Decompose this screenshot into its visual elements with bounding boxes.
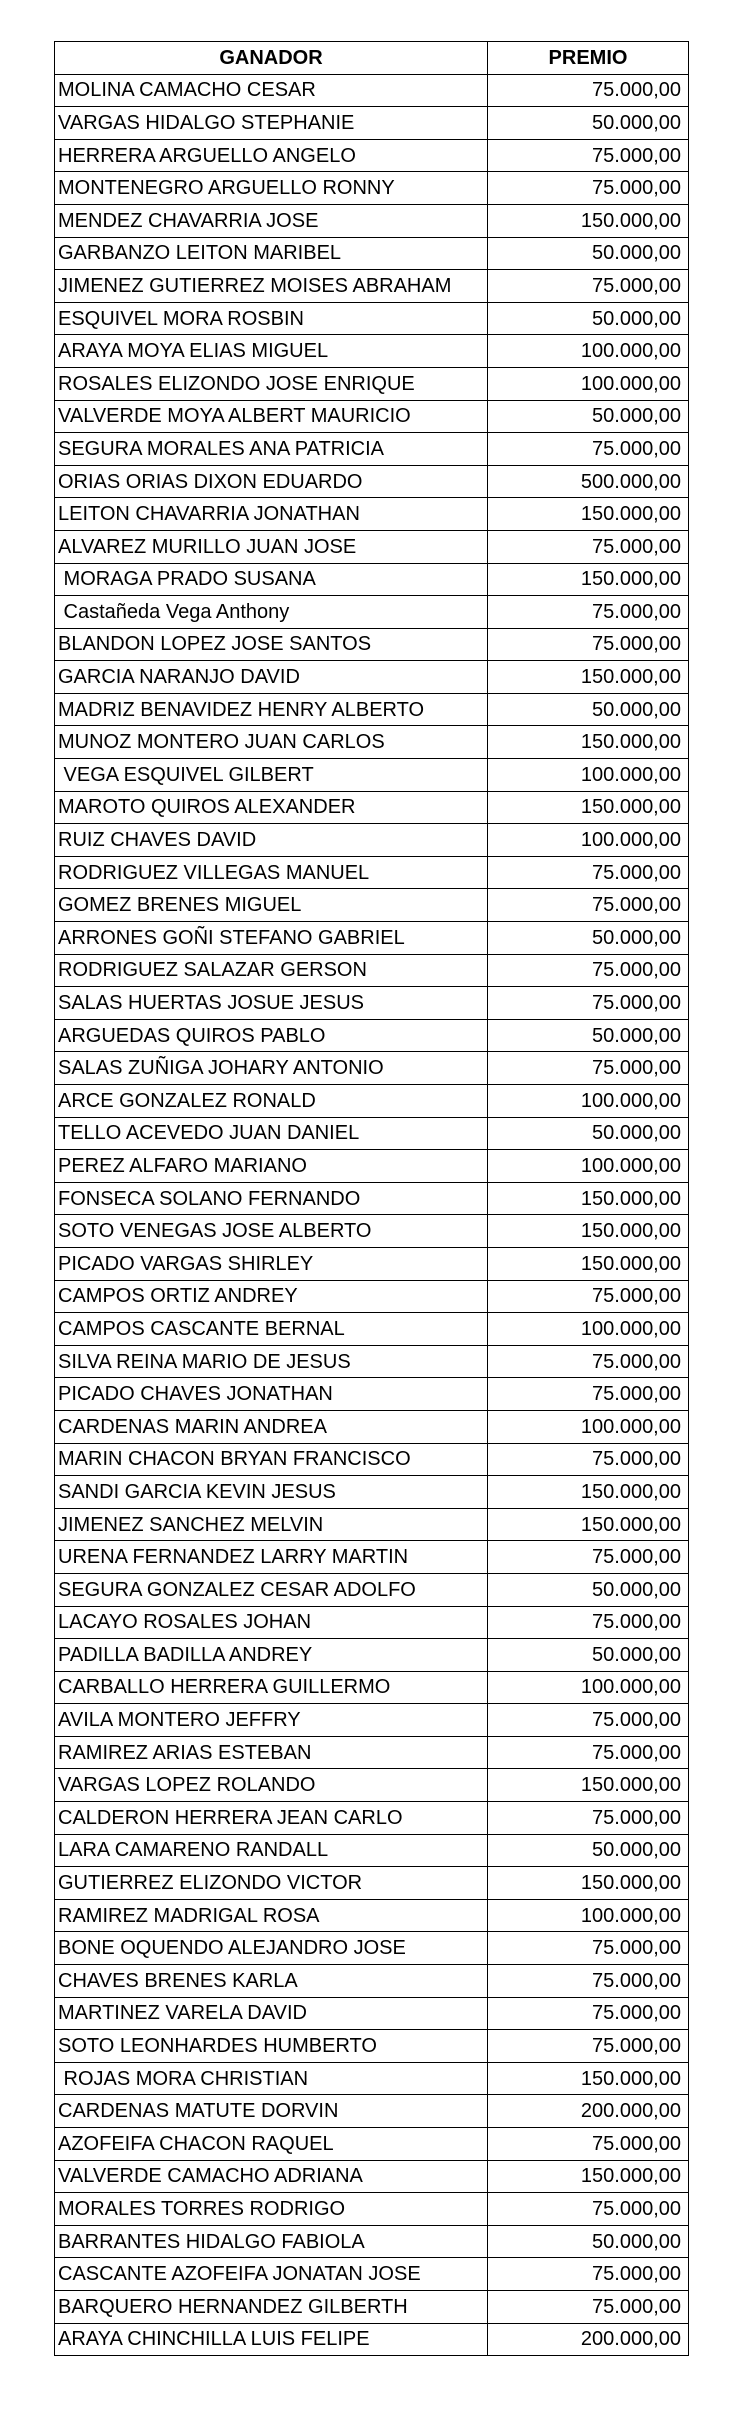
winner-name-cell: CARBALLO HERRERA GUILLERMO	[55, 1671, 488, 1704]
prize-amount-cell: 75.000,00	[488, 2290, 689, 2323]
prize-amount-cell: 75.000,00	[488, 1704, 689, 1737]
table-row	[55, 1280, 689, 1313]
winner-name-cell: MADRIZ BENAVIDEZ HENRY ALBERTO	[55, 693, 488, 726]
winner-name-cell: GUTIERREZ ELIZONDO VICTOR	[55, 1867, 488, 1900]
winner-name-cell: MAROTO QUIROS ALEXANDER	[55, 791, 488, 824]
table-row	[55, 661, 689, 694]
table-row	[55, 433, 689, 466]
prize-amount-cell: 75.000,00	[488, 172, 689, 205]
prize-amount-cell: 75.000,00	[488, 433, 689, 466]
prize-amount-cell: 75.000,00	[488, 1345, 689, 1378]
winner-name-cell: SANDI GARCIA KEVIN JESUS	[55, 1476, 488, 1509]
winner-name-cell: AZOFEIFA CHACON RAQUEL	[55, 2128, 488, 2161]
table-row	[55, 1215, 689, 1248]
table-row	[55, 987, 689, 1020]
prize-amount-cell: 150.000,00	[488, 204, 689, 237]
winner-name-cell: ROJAS MORA CHRISTIAN	[55, 2062, 488, 2095]
winner-name-cell: CARDENAS MARIN ANDREA	[55, 1410, 488, 1443]
winner-name-cell: MORALES TORRES RODRIGO	[55, 2193, 488, 2226]
winner-name-cell: SILVA REINA MARIO DE JESUS	[55, 1345, 488, 1378]
prize-amount-cell: 100.000,00	[488, 1410, 689, 1443]
prize-amount-cell: 150.000,00	[488, 726, 689, 759]
table-row	[55, 1378, 689, 1411]
prize-amount-cell: 200.000,00	[488, 2095, 689, 2128]
prize-amount-cell: 75.000,00	[488, 856, 689, 889]
prize-amount-cell: 75.000,00	[488, 139, 689, 172]
table-row	[55, 922, 689, 955]
winner-name-cell: ORIAS ORIAS DIXON EDUARDO	[55, 465, 488, 498]
table-row	[55, 302, 689, 335]
prize-amount-cell: 75.000,00	[488, 1378, 689, 1411]
prize-amount-cell: 50.000,00	[488, 1834, 689, 1867]
winner-name-cell: BARRANTES HIDALGO FABIOLA	[55, 2225, 488, 2258]
winner-name-cell: VARGAS HIDALGO STEPHANIE	[55, 107, 488, 140]
table-row	[55, 1769, 689, 1802]
prize-amount-cell: 150.000,00	[488, 661, 689, 694]
prize-amount-cell: 75.000,00	[488, 1541, 689, 1574]
winner-name-cell: SEGURA MORALES ANA PATRICIA	[55, 433, 488, 466]
winner-name-cell: VEGA ESQUIVEL GILBERT	[55, 759, 488, 792]
prize-amount-cell: 150.000,00	[488, 1769, 689, 1802]
prize-amount-cell: 75.000,00	[488, 270, 689, 303]
table-row	[55, 1410, 689, 1443]
header-ganador: GANADOR	[55, 42, 488, 75]
prize-amount-cell: 75.000,00	[488, 2258, 689, 2291]
winner-name-cell: MENDEZ CHAVARRIA JOSE	[55, 204, 488, 237]
table-row	[55, 1802, 689, 1835]
winner-name-cell: GOMEZ BRENES MIGUEL	[55, 889, 488, 922]
winner-name-cell: SALAS HUERTAS JOSUE JESUS	[55, 987, 488, 1020]
table-row	[55, 693, 689, 726]
winner-name-cell: ARAYA CHINCHILLA LUIS FELIPE	[55, 2323, 488, 2356]
table-row	[55, 856, 689, 889]
winner-name-cell: MOLINA CAMACHO CESAR	[55, 74, 488, 107]
winner-name-cell: MONTENEGRO ARGUELLO RONNY	[55, 172, 488, 205]
table-row	[55, 1541, 689, 1574]
prize-amount-cell: 150.000,00	[488, 1247, 689, 1280]
prize-amount-cell: 150.000,00	[488, 1215, 689, 1248]
table-row	[55, 1899, 689, 1932]
prize-amount-cell: 75.000,00	[488, 596, 689, 629]
prize-amount-cell: 150.000,00	[488, 791, 689, 824]
winner-name-cell: ARGUEDAS QUIROS PABLO	[55, 1019, 488, 1052]
winner-name-cell: ARAYA MOYA ELIAS MIGUEL	[55, 335, 488, 368]
winner-name-cell: CAMPOS CASCANTE BERNAL	[55, 1313, 488, 1346]
prize-amount-cell: 150.000,00	[488, 1476, 689, 1509]
winner-name-cell: BONE OQUENDO ALEJANDRO JOSE	[55, 1932, 488, 1965]
winner-name-cell: CHAVES BRENES KARLA	[55, 1965, 488, 1998]
table-row	[55, 139, 689, 172]
table-row	[55, 596, 689, 629]
prize-amount-cell: 100.000,00	[488, 1085, 689, 1118]
winner-name-cell: RODRIGUEZ VILLEGAS MANUEL	[55, 856, 488, 889]
table-row	[55, 107, 689, 140]
prize-amount-cell: 100.000,00	[488, 1899, 689, 1932]
prize-amount-cell: 150.000,00	[488, 1182, 689, 1215]
table-row	[55, 1965, 689, 1998]
prize-amount-cell: 150.000,00	[488, 563, 689, 596]
winner-name-cell: ALVAREZ MURILLO JUAN JOSE	[55, 530, 488, 563]
table-row	[55, 2160, 689, 2193]
table-row	[55, 954, 689, 987]
winner-name-cell: VALVERDE CAMACHO ADRIANA	[55, 2160, 488, 2193]
prize-amount-cell: 75.000,00	[488, 1736, 689, 1769]
table-row	[55, 2258, 689, 2291]
winner-name-cell: CARDENAS MATUTE DORVIN	[55, 2095, 488, 2128]
winner-name-cell: FONSECA SOLANO FERNANDO	[55, 1182, 488, 1215]
table-row	[55, 2062, 689, 2095]
table-row	[55, 1639, 689, 1672]
winner-name-cell: BLANDON LOPEZ JOSE SANTOS	[55, 628, 488, 661]
table-row	[55, 889, 689, 922]
winner-name-cell: BARQUERO HERNANDEZ GILBERTH	[55, 2290, 488, 2323]
prize-amount-cell: 50.000,00	[488, 1019, 689, 1052]
table-row	[55, 1313, 689, 1346]
table-row	[55, 791, 689, 824]
table-row	[55, 1117, 689, 1150]
table-row	[55, 237, 689, 270]
winner-name-cell: ARCE GONZALEZ RONALD	[55, 1085, 488, 1118]
winner-name-cell: URENA FERNANDEZ LARRY MARTIN	[55, 1541, 488, 1574]
winner-name-cell: PEREZ ALFARO MARIANO	[55, 1150, 488, 1183]
table-row	[55, 2095, 689, 2128]
table-row	[55, 563, 689, 596]
prize-amount-cell: 75.000,00	[488, 2128, 689, 2161]
table-row	[55, 400, 689, 433]
winner-name-cell: CASCANTE AZOFEIFA JONATAN JOSE	[55, 2258, 488, 2291]
winner-name-cell: AVILA MONTERO JEFFRY	[55, 1704, 488, 1737]
prize-amount-cell: 50.000,00	[488, 107, 689, 140]
prize-amount-cell: 50.000,00	[488, 302, 689, 335]
header-row	[55, 42, 689, 75]
table-row	[55, 1443, 689, 1476]
table-row	[55, 2128, 689, 2161]
prize-amount-cell: 150.000,00	[488, 1508, 689, 1541]
prize-amount-cell: 75.000,00	[488, 1280, 689, 1313]
winner-name-cell: JIMENEZ GUTIERREZ MOISES ABRAHAM	[55, 270, 488, 303]
prize-amount-cell: 75.000,00	[488, 1606, 689, 1639]
prize-amount-cell: 50.000,00	[488, 922, 689, 955]
prize-amount-cell: 50.000,00	[488, 2225, 689, 2258]
table-row	[55, 726, 689, 759]
prize-amount-cell: 50.000,00	[488, 1573, 689, 1606]
prize-amount-cell: 75.000,00	[488, 74, 689, 107]
prize-amount-cell: 75.000,00	[488, 1052, 689, 1085]
table-row	[55, 1150, 689, 1183]
table-row	[55, 2225, 689, 2258]
table-row	[55, 1247, 689, 1280]
prize-amount-cell: 75.000,00	[488, 889, 689, 922]
winners-table	[54, 41, 689, 2356]
table-row	[55, 530, 689, 563]
winner-name-cell: ESQUIVEL MORA ROSBIN	[55, 302, 488, 335]
table-row	[55, 1997, 689, 2030]
prize-amount-cell: 200.000,00	[488, 2323, 689, 2356]
winner-name-cell: HERRERA ARGUELLO ANGELO	[55, 139, 488, 172]
winner-name-cell: GARCIA NARANJO DAVID	[55, 661, 488, 694]
table-row	[55, 759, 689, 792]
winner-name-cell: SOTO LEONHARDES HUMBERTO	[55, 2030, 488, 2063]
prize-amount-cell: 75.000,00	[488, 1932, 689, 1965]
prize-amount-cell: 75.000,00	[488, 1802, 689, 1835]
prize-amount-cell: 100.000,00	[488, 1671, 689, 1704]
table-row	[55, 1606, 689, 1639]
prize-amount-cell: 100.000,00	[488, 759, 689, 792]
prize-amount-cell: 75.000,00	[488, 987, 689, 1020]
table-row	[55, 1704, 689, 1737]
table-row	[55, 1019, 689, 1052]
table-row	[55, 1085, 689, 1118]
prize-amount-cell: 75.000,00	[488, 2193, 689, 2226]
winner-name-cell: MARTINEZ VARELA DAVID	[55, 1997, 488, 2030]
prize-amount-cell: 100.000,00	[488, 824, 689, 857]
prize-amount-cell: 100.000,00	[488, 335, 689, 368]
table-row	[55, 1345, 689, 1378]
prize-amount-cell: 75.000,00	[488, 2030, 689, 2063]
winner-name-cell: VALVERDE MOYA ALBERT MAURICIO	[55, 400, 488, 433]
winner-name-cell: SALAS ZUÑIGA JOHARY ANTONIO	[55, 1052, 488, 1085]
winner-name-cell: PICADO CHAVES JONATHAN	[55, 1378, 488, 1411]
prize-amount-cell: 150.000,00	[488, 1867, 689, 1900]
winner-name-cell: MORAGA PRADO SUSANA	[55, 563, 488, 596]
table-row	[55, 367, 689, 400]
winner-name-cell: LEITON CHAVARRIA JONATHAN	[55, 498, 488, 531]
prize-amount-cell: 500.000,00	[488, 465, 689, 498]
table-row	[55, 335, 689, 368]
winner-name-cell: SEGURA GONZALEZ CESAR ADOLFO	[55, 1573, 488, 1606]
winner-name-cell: RAMIREZ MADRIGAL ROSA	[55, 1899, 488, 1932]
winner-name-cell: CALDERON HERRERA JEAN CARLO	[55, 1802, 488, 1835]
prize-amount-cell: 100.000,00	[488, 1313, 689, 1346]
prize-amount-cell: 100.000,00	[488, 1150, 689, 1183]
table-row	[55, 1052, 689, 1085]
table-header	[55, 42, 689, 75]
table-row	[55, 74, 689, 107]
prize-amount-cell: 150.000,00	[488, 498, 689, 531]
winner-name-cell: ARRONES GOÑI STEFANO GABRIEL	[55, 922, 488, 955]
prize-amount-cell: 75.000,00	[488, 1965, 689, 1998]
table-body	[55, 74, 689, 2356]
table-row	[55, 1834, 689, 1867]
table-row	[55, 1671, 689, 1704]
winner-name-cell: CAMPOS ORTIZ ANDREY	[55, 1280, 488, 1313]
winner-name-cell: PADILLA BADILLA ANDREY	[55, 1639, 488, 1672]
winner-name-cell: MUNOZ MONTERO JUAN CARLOS	[55, 726, 488, 759]
table-row	[55, 2323, 689, 2356]
table-row	[55, 1736, 689, 1769]
table-row	[55, 2030, 689, 2063]
winner-name-cell: ROSALES ELIZONDO JOSE ENRIQUE	[55, 367, 488, 400]
table-row	[55, 1476, 689, 1509]
table-row	[55, 498, 689, 531]
table-row	[55, 1182, 689, 1215]
winner-name-cell: RAMIREZ ARIAS ESTEBAN	[55, 1736, 488, 1769]
winner-name-cell: PICADO VARGAS SHIRLEY	[55, 1247, 488, 1280]
winner-name-cell: MARIN CHACON BRYAN FRANCISCO	[55, 1443, 488, 1476]
prize-amount-cell: 50.000,00	[488, 693, 689, 726]
table-row	[55, 465, 689, 498]
winner-name-cell: LACAYO ROSALES JOHAN	[55, 1606, 488, 1639]
winner-name-cell: TELLO ACEVEDO JUAN DANIEL	[55, 1117, 488, 1150]
winner-name-cell: JIMENEZ SANCHEZ MELVIN	[55, 1508, 488, 1541]
table-row	[55, 1573, 689, 1606]
prize-amount-cell: 50.000,00	[488, 1117, 689, 1150]
winner-name-cell: GARBANZO LEITON MARIBEL	[55, 237, 488, 270]
prize-amount-cell: 75.000,00	[488, 530, 689, 563]
table-row	[55, 270, 689, 303]
header-premio: PREMIO	[488, 42, 689, 75]
prize-amount-cell: 50.000,00	[488, 1639, 689, 1672]
table-row	[55, 2290, 689, 2323]
winner-name-cell: RODRIGUEZ SALAZAR GERSON	[55, 954, 488, 987]
winner-name-cell: LARA CAMARENO RANDALL	[55, 1834, 488, 1867]
winner-name-cell: Castañeda Vega Anthony	[55, 596, 488, 629]
winner-name-cell: SOTO VENEGAS JOSE ALBERTO	[55, 1215, 488, 1248]
table-row	[55, 628, 689, 661]
table-row	[55, 204, 689, 237]
prize-amount-cell: 50.000,00	[488, 237, 689, 270]
winner-name-cell: RUIZ CHAVES DAVID	[55, 824, 488, 857]
table-row	[55, 1932, 689, 1965]
table-row	[55, 1867, 689, 1900]
table-row	[55, 2193, 689, 2226]
prize-amount-cell: 150.000,00	[488, 2160, 689, 2193]
prize-amount-cell: 100.000,00	[488, 367, 689, 400]
prize-amount-cell: 75.000,00	[488, 1443, 689, 1476]
prize-amount-cell: 75.000,00	[488, 954, 689, 987]
prize-amount-cell: 50.000,00	[488, 400, 689, 433]
table-row	[55, 824, 689, 857]
winner-name-cell: VARGAS LOPEZ ROLANDO	[55, 1769, 488, 1802]
table-row	[55, 172, 689, 205]
prize-amount-cell: 75.000,00	[488, 628, 689, 661]
prize-amount-cell: 150.000,00	[488, 2062, 689, 2095]
table-row	[55, 1508, 689, 1541]
prize-amount-cell: 75.000,00	[488, 1997, 689, 2030]
